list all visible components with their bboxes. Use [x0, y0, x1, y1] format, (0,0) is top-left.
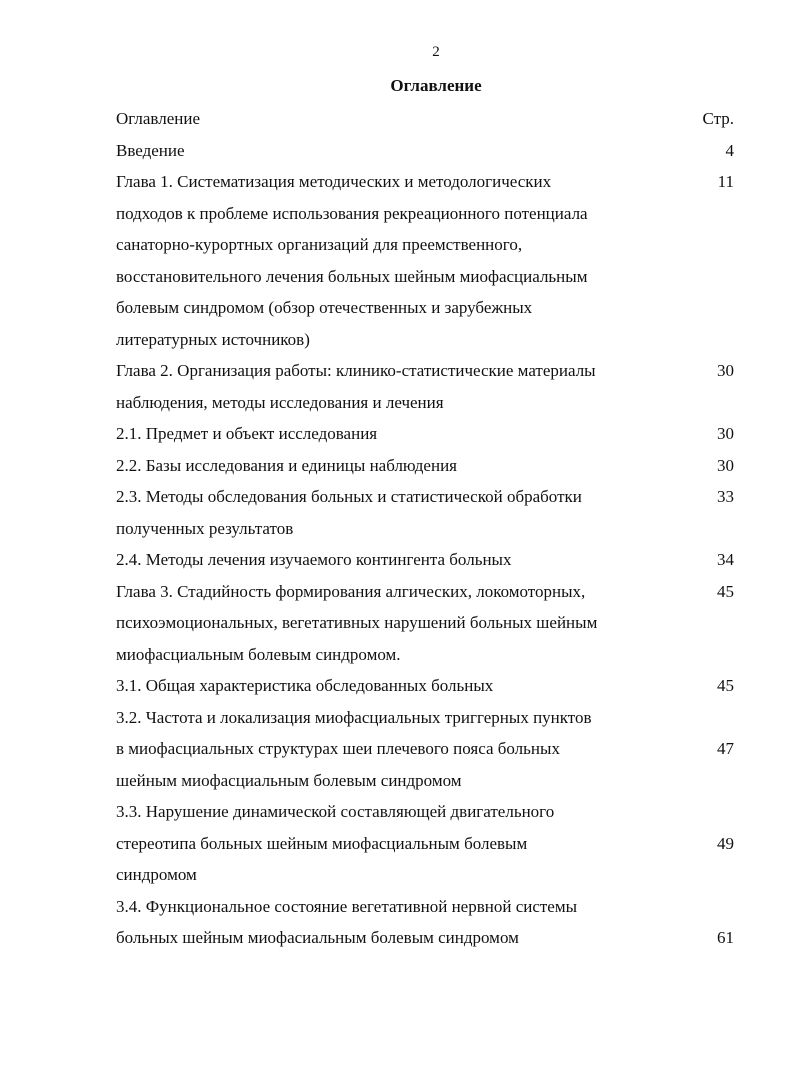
toc-entry-title — [116, 544, 676, 576]
toc-entry-line: восстановительного лечения больных шейным миофасциальным — [116, 266, 588, 286]
toc-entry-title — [116, 450, 676, 482]
toc-entry-title — [116, 891, 676, 954]
table-of-contents — [116, 103, 738, 954]
toc-entry-line: 2.2. Базы исследования и единицы наблюдения — [116, 455, 457, 475]
toc-entry — [116, 103, 738, 135]
toc-entry-page: 45 — [717, 676, 734, 695]
toc-entry — [116, 576, 738, 671]
toc-entry-page: 61 — [717, 928, 734, 947]
toc-entry — [116, 418, 738, 450]
toc-entry-line: подходов к проблеме использования рекреационного потенциала — [116, 203, 588, 223]
toc-entry-line: Глава 1. Систематизация методических и методологических — [116, 172, 552, 191]
toc-entry-line: стереотипа больных шейным миофасциальным болевым — [116, 833, 528, 853]
toc-entry-page: 11 — [717, 172, 734, 191]
toc-entry-line: психоэмоциональных, вегетативных нарушений больных шейным — [116, 613, 598, 632]
toc-entry-line: 3.3. Нарушение динамической составляющей двигательного — [116, 802, 555, 821]
toc-entry-line: санаторно-курортных организаций для преемственного, — [116, 235, 523, 254]
toc-entry-line: болевым синдромом (обзор отечественных и зарубежных — [116, 298, 533, 317]
toc-entry-page: 49 — [717, 833, 734, 853]
toc-entry-line: Введение — [116, 140, 185, 160]
toc-entry — [116, 355, 738, 418]
toc-entry — [116, 670, 738, 702]
toc-entry-line: 3.1. Общая характеристика обследованных больных — [116, 676, 494, 695]
toc-entry-page: Стр. — [702, 109, 734, 128]
toc-entry-page: 30 — [717, 424, 734, 443]
toc-entry-line: больных шейным миофасиальным болевым синдромом — [116, 928, 519, 947]
toc-entry-title — [116, 796, 676, 891]
toc-entry-page: 4 — [725, 140, 734, 160]
toc-entry-line: наблюдения, методы исследования и лечения — [116, 392, 444, 412]
toc-entry-line: 2.4. Методы лечения изучаемого контингента больных — [116, 550, 512, 569]
toc-entry-line: полученных результатов — [116, 518, 294, 538]
page-number: 2 — [432, 44, 440, 60]
toc-entry — [116, 135, 738, 167]
toc-entry-title — [116, 166, 676, 355]
toc-entry — [116, 450, 738, 482]
toc-entry-line: Оглавление — [116, 109, 200, 128]
toc-entry-line: Глава 2. Организация работы: клинико-статистические материалы — [116, 361, 596, 380]
toc-entry-title — [116, 481, 676, 544]
toc-entry-line: 3.2. Частота и локализация миофасциальных триггерных пунктов — [116, 707, 592, 727]
toc-entry — [116, 702, 738, 797]
toc-entry-title — [116, 418, 676, 450]
toc-entry-line: синдромом — [116, 865, 197, 884]
toc-entry-title — [116, 103, 676, 135]
toc-entry-page: 45 — [717, 581, 734, 601]
toc-entry-page: 30 — [717, 455, 734, 475]
toc-entry-page: 30 — [717, 361, 734, 380]
toc-entry — [116, 544, 738, 576]
toc-entry-title — [116, 670, 676, 702]
toc-entry-title — [116, 576, 676, 671]
toc-entry-title — [116, 355, 676, 418]
toc-entry-page: 33 — [717, 487, 734, 506]
toc-entry-page: 34 — [717, 550, 734, 569]
toc-entry-line: 2.3. Методы обследования больных и статистической обработки — [116, 487, 582, 506]
toc-entry-line: 3.4. Функциональное состояние вегетативной нервной системы — [116, 896, 578, 916]
toc-entry — [116, 481, 738, 544]
toc-entry-page: 47 — [717, 739, 734, 758]
toc-entry-line: в миофасциальных структурах шеи плечевого пояса больных — [116, 739, 560, 758]
toc-heading: Оглавление — [390, 76, 482, 95]
toc-entry-line: шейным миофасциальным болевым синдромом — [116, 770, 462, 790]
toc-entry-line: 2.1. Предмет и объект исследования — [116, 424, 378, 443]
toc-entry — [116, 796, 738, 891]
toc-entry — [116, 891, 738, 954]
toc-entry-line: литературных источников) — [116, 329, 310, 349]
toc-entry-line: миофасциальным болевым синдромом. — [116, 644, 401, 664]
toc-entry — [116, 166, 738, 355]
toc-entry-title — [116, 702, 676, 797]
toc-entry-line: Глава 3. Стадийность формирования алгических, локомоторных, — [116, 581, 586, 601]
toc-entry-title — [116, 135, 676, 167]
